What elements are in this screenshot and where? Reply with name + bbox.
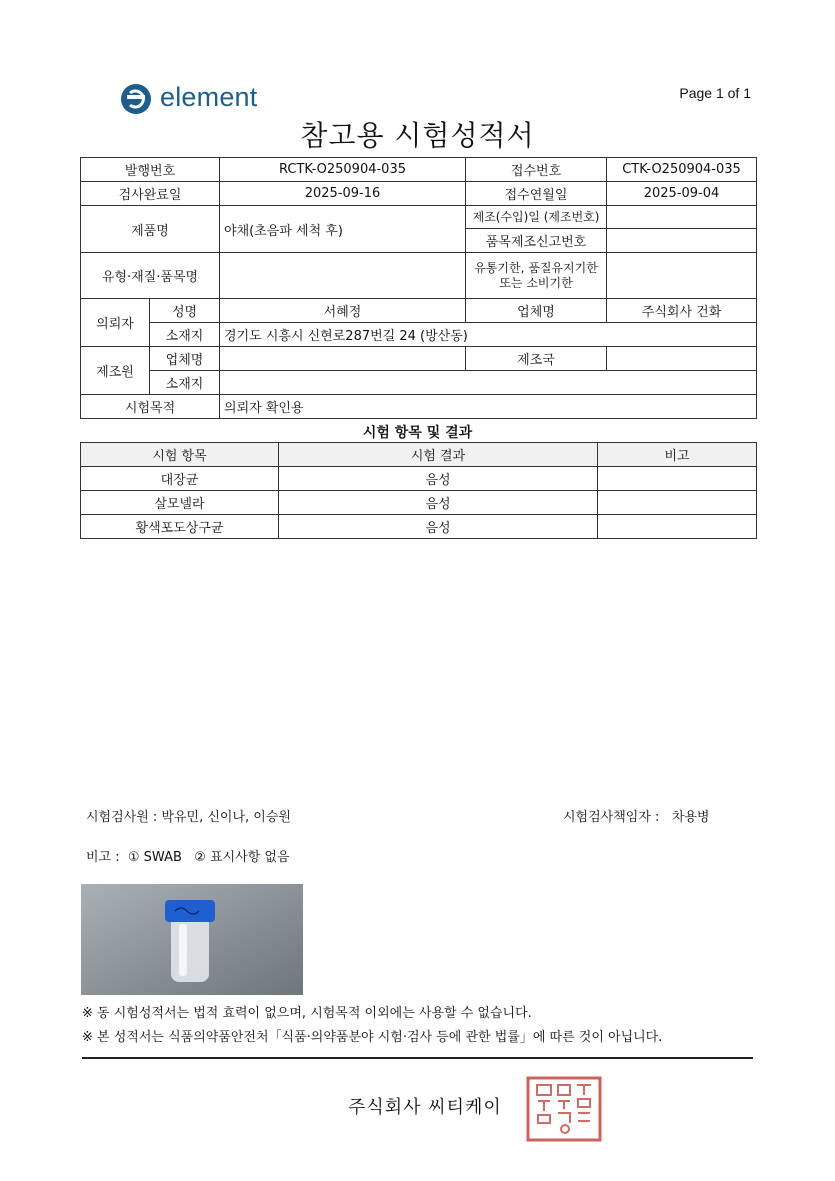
mfg-date-label: 제조(수입)일 (제조번호) <box>466 206 607 229</box>
purpose-value: 의뢰자 확인용 <box>220 395 757 419</box>
test-result: 음성 <box>279 491 598 515</box>
test-note <box>598 515 757 539</box>
manufacturer-label: 제조원 <box>81 347 150 395</box>
type-label: 유형·재질·품목명 <box>81 253 220 299</box>
receipt-no-label: 접수번호 <box>466 158 607 182</box>
mfr-company-label: 업체명 <box>150 347 220 371</box>
mfr-address <box>220 371 757 395</box>
results-section-title: 시험 항목 및 결과 <box>362 425 473 441</box>
client-company-label: 업체명 <box>466 299 607 323</box>
purpose-label: 시험목적 <box>81 395 220 419</box>
sample-photo <box>81 884 303 995</box>
expiry-label-line1: 유통기한, 품질유지기한 <box>474 260 598 275</box>
company-name: 주식회사 씨티케이 <box>348 1097 502 1118</box>
test-note <box>598 467 757 491</box>
issue-no-label: 발행번호 <box>81 158 220 182</box>
results-header-item: 시험 항목 <box>81 443 279 467</box>
client-name-label: 성명 <box>150 299 220 323</box>
mfr-address-label: 소재지 <box>150 371 220 395</box>
issue-no: RCTK-O250904-035 <box>220 158 466 182</box>
test-result: 음성 <box>279 467 598 491</box>
page-indicator: Page 1 of 1 <box>679 85 751 101</box>
receipt-date-label: 접수연월일 <box>466 182 607 206</box>
disclaimer-2: ※ 본 성적서는 식품의약품안전처「식품·의약품분야 시험·검사 등에 관한 법률」에 따른 것이 아닙니다. <box>82 1030 663 1045</box>
results-header-row <box>81 443 757 467</box>
report-no-label: 품목제조신고번호 <box>466 229 607 253</box>
receipt-date: 2025-09-04 <box>607 182 757 206</box>
table-row <box>81 467 757 491</box>
document-title: 참고용 시험성적서 <box>300 119 535 152</box>
client-name: 서혜정 <box>220 299 466 323</box>
product-label: 제품명 <box>81 206 220 253</box>
remark: 비고 : ① SWAB ② 표시사항 없음 <box>86 850 290 865</box>
product-value: 야채(초음파 세척 후) <box>220 206 466 253</box>
client-company: 주식회사 건화 <box>607 299 757 323</box>
vial-body <box>171 916 209 982</box>
company-seal-stamp <box>525 1075 603 1143</box>
country-value <box>607 347 757 371</box>
divider <box>82 1057 753 1059</box>
expiry-label-line2: 또는 소비기한 <box>499 275 573 290</box>
inspectors: 시험검사원 : 박유민, 신이나, 이승원 <box>86 810 291 825</box>
report-no <box>607 229 757 253</box>
receipt-no: CTK-O250904-035 <box>607 158 757 182</box>
test-item: 황색포도상구균 <box>81 515 279 539</box>
responsible-inspector: 시험검사책임자 : 차용병 <box>563 810 710 825</box>
completion-date: 2025-09-16 <box>220 182 466 206</box>
country-label: 제조국 <box>466 347 607 371</box>
mfr-company <box>220 347 466 371</box>
logo-text: element <box>160 82 258 112</box>
client-label: 의뢰자 <box>81 299 150 347</box>
test-item: 살모넬라 <box>81 491 279 515</box>
client-address: 경기도 시흥시 신현로287번길 24 (방산동) <box>220 323 757 347</box>
type-value <box>220 253 466 299</box>
table-row <box>81 491 757 515</box>
table-row <box>81 515 757 539</box>
info-table <box>80 157 757 419</box>
results-header-note: 비고 <box>598 443 757 467</box>
test-note <box>598 491 757 515</box>
expiry-label <box>466 253 607 299</box>
client-address-label: 소재지 <box>150 323 220 347</box>
test-result: 음성 <box>279 515 598 539</box>
results-header-result: 시험 결과 <box>279 443 598 467</box>
completion-label: 검사완료일 <box>81 182 220 206</box>
mfg-date <box>607 206 757 229</box>
disclaimer-1: ※ 동 시험성적서는 법적 효력이 없으며, 시험목적 이외에는 사용할 수 없습니다. <box>82 1006 532 1021</box>
vial-cap <box>165 900 215 922</box>
results-table <box>80 442 757 539</box>
test-item: 대장균 <box>81 467 279 491</box>
expiry-value <box>607 253 757 299</box>
